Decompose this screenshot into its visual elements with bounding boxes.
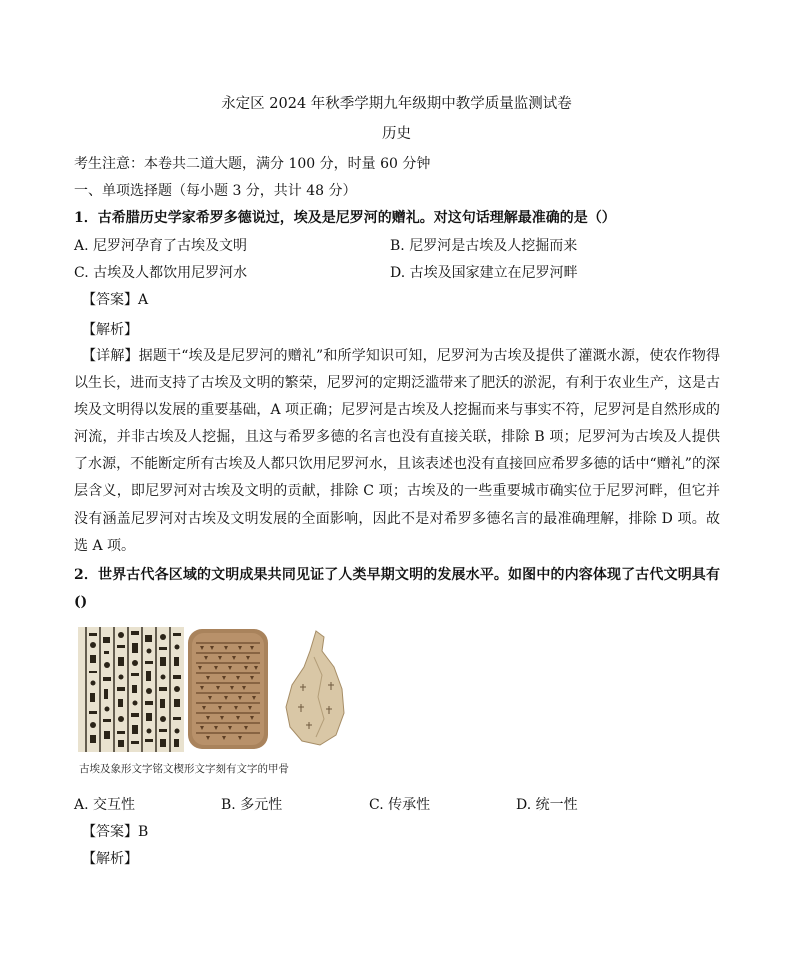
- question-1-option-a: A. 尼罗河孕育了古埃及文明: [74, 238, 248, 254]
- section-heading: 一、单项选择题（每小题 3 分，共计 48 分）: [74, 183, 357, 199]
- question-2-analysis-label: 【解析】: [82, 851, 138, 867]
- question-1-analysis-label: 【解析】: [82, 322, 138, 338]
- hieroglyph-image: [78, 627, 184, 752]
- candidate-notice: 考生注意：本卷共二道大题，满分 100 分，时量 60 分钟: [74, 156, 431, 172]
- question-2-stem: 2．世界古代各区域的文明成果共同见证了人类早期文明的发展水平。如图中的内容体现了古代文明具有(): [74, 567, 720, 611]
- question-2-option-b: B. 多元性: [221, 797, 283, 813]
- question-2-option-d: D. 统一性: [516, 797, 578, 813]
- question-1-answer: 【答案】A: [82, 292, 149, 308]
- figure-caption: 古埃及象形文字铭文楔形文字刻有文字的甲骨: [79, 763, 289, 775]
- oracle-bone-image: [286, 631, 344, 745]
- question-1-option-d: D. 古埃及国家建立在尼罗河畔: [390, 265, 578, 281]
- exam-subject: 历史: [382, 126, 411, 142]
- question-2-option-a: A. 交互性: [74, 797, 136, 813]
- question-1-option-c: C. 古埃及人都饮用尼罗河水: [74, 265, 248, 281]
- ancient-scripts-figure: [78, 627, 358, 752]
- question-1-option-b: B. 尼罗河是古埃及人挖掘而来: [390, 238, 578, 254]
- question-1-stem: 1．古希腊历史学家希罗多德说过，埃及是尼罗河的赠礼。对这句话理解最准确的是（）: [74, 210, 616, 226]
- question-2-option-c: C. 传承性: [369, 797, 431, 813]
- question-2-answer: 【答案】B: [82, 824, 149, 840]
- exam-title: 永定区 2024 年秋季学期九年级期中教学质量监测试卷: [221, 96, 572, 112]
- cuneiform-tablet-image: [188, 629, 268, 749]
- question-1-detail: 【详解】据题干“埃及是尼罗河的赠礼”和所学知识可知，尼罗河为古埃及提供了灌溉水源，使农作物得以生长，进而支持了古埃及文明的繁荣，尼罗河的定期泛滥带来了肥沃的淤泥，有利于农业生产，这是古埃及文明得以发展的重要基础，A 项正确；尼罗河是古埃及人挖掘而来与事实不符，尼罗河是自然形成的河流，并非古埃及人挖掘，且这与希罗多德的名言也没有直接关联，排除 B 项；尼罗河为古埃及人提供了水源，不能断定所有古埃及人都只饮用尼罗河水，且该表述也没有直接回应希罗多德的话中“赠礼”的深层含义，即尼罗河对古埃及文明的贡献，排除 C 项；古埃及的一些重要城市确实位于尼罗河畔，但它并没有涵盖尼罗河对古埃及文明发展的全面影响，因此不是对希罗多德名言的最准确理解，排除 D 项。故选 A 项。: [74, 348, 720, 554]
